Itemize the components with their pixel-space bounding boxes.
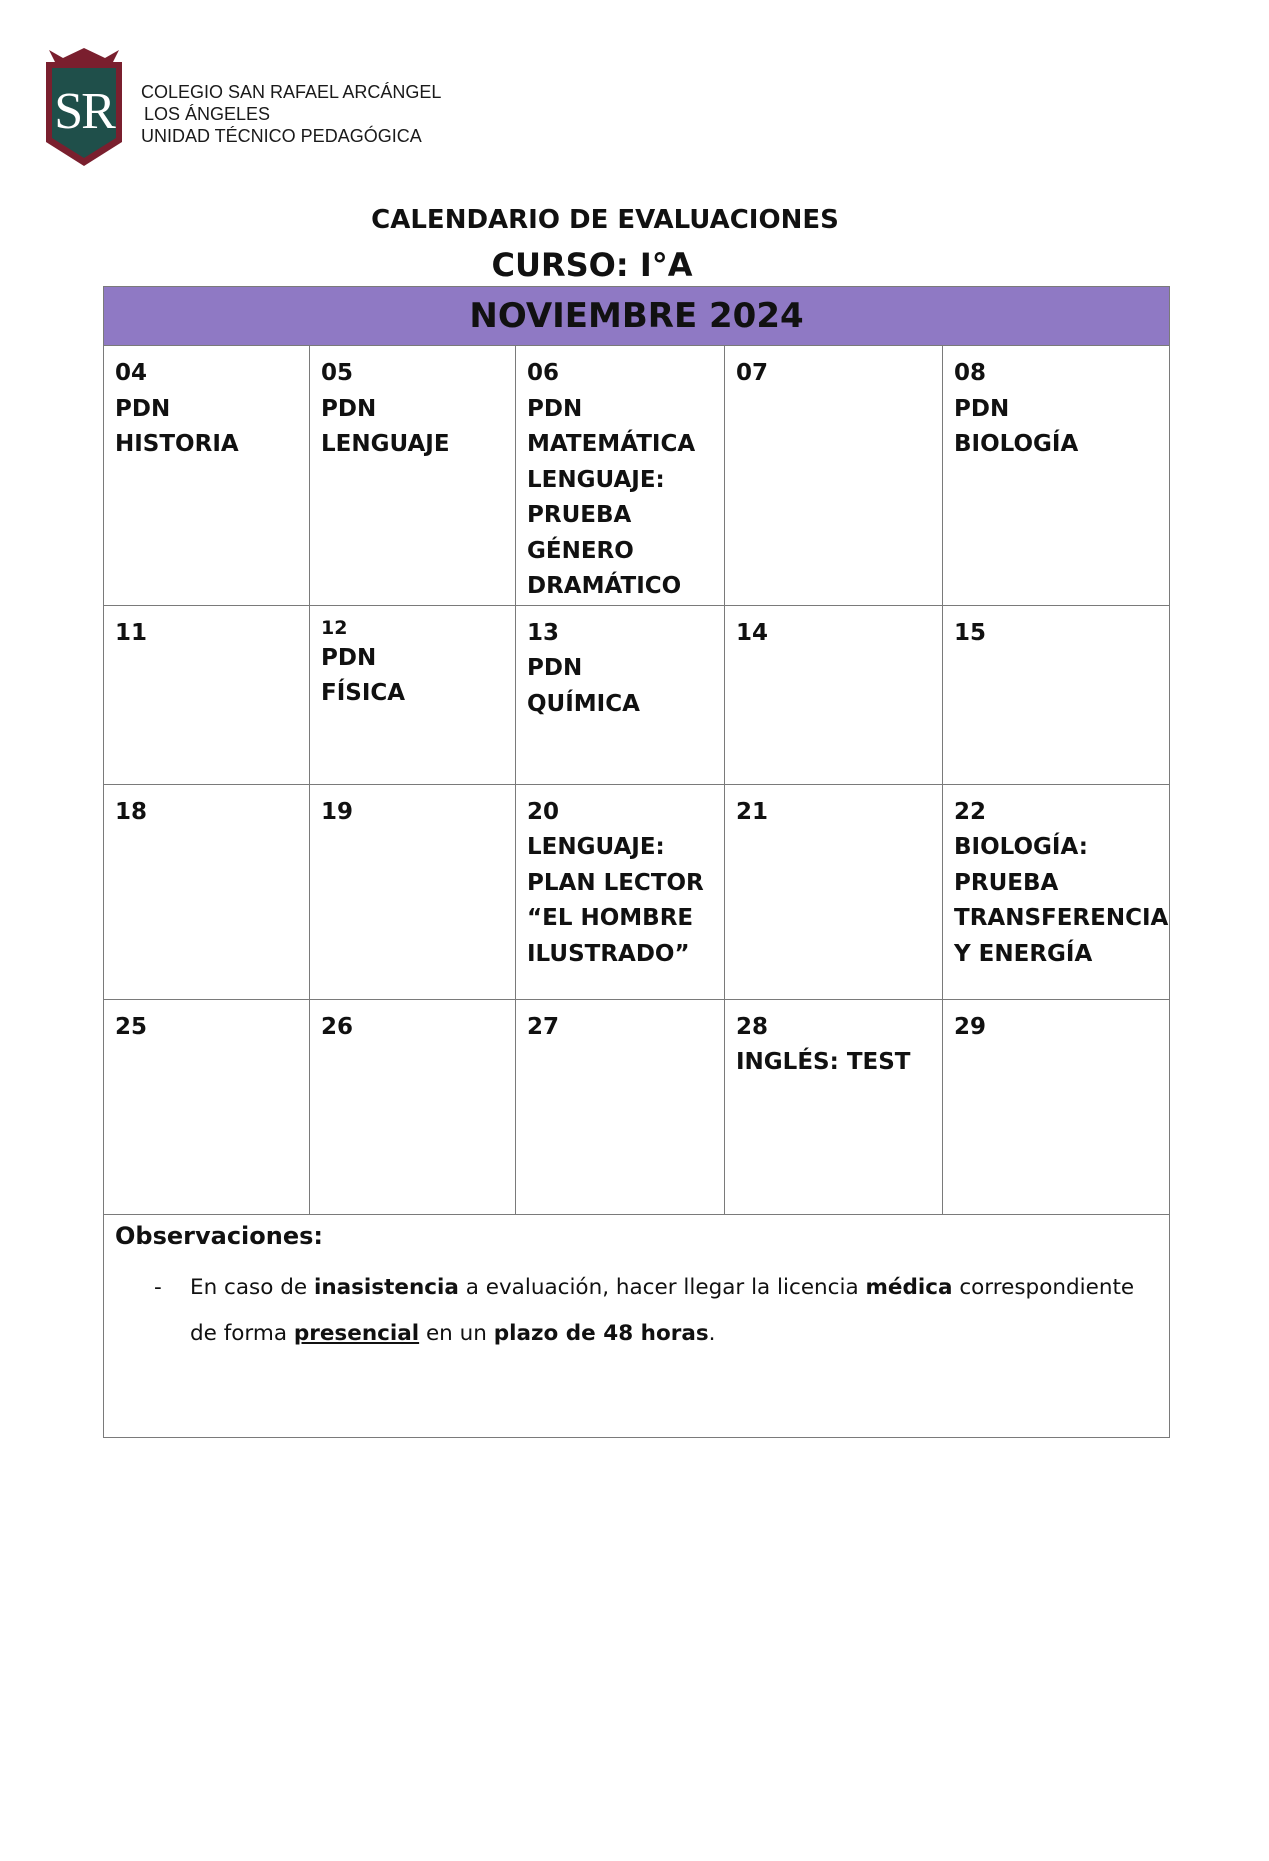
event-line: GÉNERO [527,537,634,564]
bullet-dash: - [154,1274,162,1300]
day-cell [104,999,310,1214]
event-line: DRAMÁTICO [527,573,682,599]
day-number: 06 [527,360,560,386]
day-number: 05 [321,360,354,386]
obs-bold: plazo de 48 horas [493,1320,709,1346]
day-cell [516,784,725,999]
day-cell [516,346,725,606]
event-line: LENGUAJE [321,431,450,457]
week-row [104,605,1170,784]
month-header: NOVIEMBRE 2024 [104,287,1170,346]
event-line: PDN [527,655,583,681]
day-number: 25 [115,1013,148,1040]
day-cell [310,605,516,784]
event-line: PRUEBA [954,869,1059,896]
school-name: COLEGIO SAN RAFAEL ARCÁNGEL [141,82,442,102]
school-city: LOS ÁNGELES [144,104,271,124]
day-number: 22 [954,798,987,825]
day-cell [943,784,1170,999]
event-line: “EL HOMBRE [527,905,694,931]
day-cell [310,784,516,999]
event-line: PDN [527,395,583,422]
event-line: INGLÉS: TEST [736,1049,911,1075]
week-row [104,999,1170,1214]
event-line: FÍSICA [321,680,406,706]
event-line: PDN [115,395,171,422]
document-title: CALENDARIO DE EVALUACIONES [371,205,839,235]
event-line: PLAN LECTOR [527,869,704,896]
event-line: Y ENERGÍA [954,940,1093,967]
event-line: LENGUAJE: [527,834,665,860]
obs-text: En caso de [190,1274,314,1300]
obs-text: . [708,1320,716,1346]
day-number: 18 [115,798,148,825]
event-line: PRUEBA [527,502,632,528]
day-number: 27 [527,1013,560,1040]
day-cell [943,605,1170,784]
obs-text: en un [419,1320,494,1346]
obs-text: correspondiente de forma [190,1274,1135,1346]
event-line: PDN [321,644,377,671]
day-number: 21 [736,798,769,825]
day-cell [943,346,1170,606]
event-line: ILUSTRADO” [527,940,690,967]
school-unit: UNIDAD TÉCNICO PEDAGÓGICA [141,126,422,146]
school-logo [43,46,125,168]
day-cell [516,605,725,784]
obs-bold: médica [865,1274,953,1300]
day-cell [310,999,516,1214]
day-number: 12 [321,616,348,639]
day-number: 29 [954,1013,987,1040]
event-line: PDN [321,395,377,422]
observations-cell [104,1214,1170,1437]
day-cell [516,999,725,1214]
day-cell [725,605,943,784]
event-line: BIOLOGÍA [954,431,1079,457]
day-number: 20 [527,798,560,825]
day-number: 07 [736,360,769,386]
event-line: LENGUAJE: [527,466,665,493]
event-line: BIOLOGÍA: [954,834,1088,860]
event-line: HISTORIA [115,431,239,457]
day-number: 28 [736,1013,769,1040]
day-number: 11 [115,619,148,646]
obs-bold-underlined: presencial [293,1320,420,1346]
day-number: 08 [954,360,987,386]
observations-title: Observaciones: [115,1221,324,1250]
course-title: CURSO: I°A [491,246,693,284]
day-cell [725,346,943,606]
week-row [104,346,1170,606]
day-cell [310,346,516,606]
evaluation-calendar [103,286,1170,1438]
day-cell [104,346,310,606]
event-line: PDN [954,395,1010,422]
day-number: 15 [954,619,987,646]
day-number: 26 [321,1013,354,1040]
logo-lettering: SR [54,83,114,140]
observation-item [115,1265,1169,1357]
obs-text: a evaluación, hacer llegar la licencia [458,1274,866,1300]
week-row [104,784,1170,999]
school-info [141,81,441,147]
day-cell [104,784,310,999]
day-cell [725,999,943,1214]
event-line: MATEMÁTICA [527,431,696,457]
day-cell [725,784,943,999]
day-number: 19 [321,798,354,825]
day-cell [943,999,1170,1214]
day-cell [104,605,310,784]
day-number: 04 [115,360,148,386]
obs-bold: inasistencia [313,1274,459,1300]
logo-crown [49,48,119,62]
day-number: 14 [736,619,769,646]
event-line: TRANSFERENCIA [954,905,1169,931]
day-number: 13 [527,619,560,646]
event-line: QUÍMICA [527,690,640,717]
